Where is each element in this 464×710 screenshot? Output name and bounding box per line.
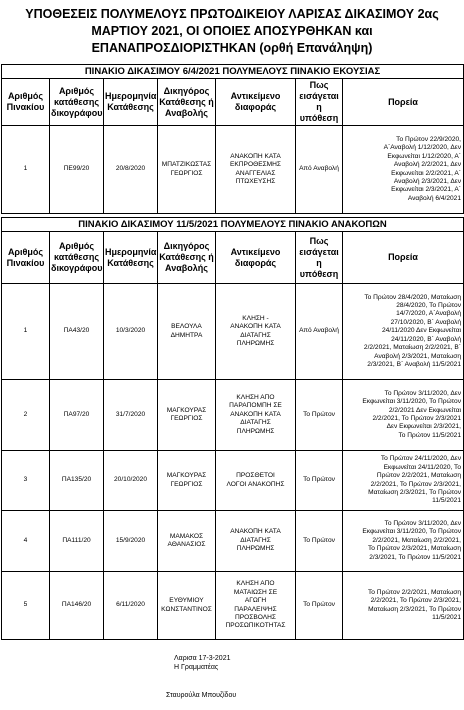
case-course-line: 2/2/2021 Δεν Εκφωνείται bbox=[388, 406, 461, 414]
header-filing-date bbox=[104, 232, 158, 284]
lawyer-name-line: ΜΑΜΑΚΟΣ bbox=[169, 532, 204, 540]
header-filing-no-line: κατάθεσης bbox=[53, 252, 100, 262]
case-subject bbox=[216, 380, 296, 451]
clerk-name: Σταυρούλα Μπουζίδου bbox=[166, 692, 237, 699]
header-lawyer-line: Κατάθεσης ή bbox=[159, 252, 214, 262]
case-course-line: Το Πρώτον 22/9/2020, bbox=[396, 135, 461, 143]
case-subject-line: ΠΡΟΣΩΠΙΚΟΤΗΤΑΣ bbox=[225, 622, 286, 630]
case-course-line: 2/2/2021, Το Πρώτον 2/3/2021, bbox=[370, 597, 461, 605]
case-course-line: Δεν Εκφωνείται 2/3/2021, bbox=[386, 423, 461, 431]
case-course-line: 2/3/2021, Β΄ Αναβολή 11/5/2021 bbox=[367, 360, 461, 368]
case-course-line: Εκφωνείται 3/11/2020, Το Πρώτον bbox=[362, 398, 461, 406]
case-course bbox=[343, 380, 464, 451]
header-filing-date bbox=[104, 79, 158, 126]
case-course-line: Πρώτον 2/2/2021, Ματαίωση bbox=[376, 472, 461, 480]
case-course-line: Εκφωνείται 3/11/2020, Το Πρώτον bbox=[362, 528, 461, 536]
header-no-line: Αριθμός bbox=[7, 91, 44, 101]
filing-number: ΠΑ43/20 bbox=[50, 284, 104, 380]
case-course-line: Εκφωνείται 2/2/2021, Α΄ bbox=[391, 169, 461, 177]
case-course-line: Αναβολή 2/3/2021, Ματαίωση bbox=[374, 352, 461, 360]
signature-block bbox=[174, 654, 231, 672]
case-course-line: 2/2/2021, Το Πρώτον 2/3/2021, bbox=[370, 480, 461, 488]
header-lawyer-line: Δικηγόρος bbox=[163, 241, 210, 251]
case-course-line: Το Πρώτον 2/2/2021, Ματαίωση bbox=[368, 588, 461, 596]
case-subject-line: ΚΛΗΣΗ ΑΠΟ bbox=[236, 393, 275, 401]
header-course: Πορεία bbox=[343, 232, 464, 284]
case-subject-line: ΚΛΗΣΗ ΑΠΟ bbox=[236, 580, 275, 588]
case-course-line: Ματαίωση 2/3/2021, Το Πρώτον bbox=[368, 488, 461, 496]
case-subject-line: ΑΝΑΓΓΕΛΙΑΣ bbox=[235, 169, 276, 177]
entry-method bbox=[296, 284, 343, 380]
case-subject-line: ΑΝΑΚΟΠΗ ΚΑΤΑ bbox=[230, 323, 281, 331]
case-number: 2 bbox=[2, 380, 50, 451]
entry-method bbox=[296, 451, 343, 511]
lawyer-name-line: ΜΑΓΚΟΥΡΑΣ bbox=[166, 406, 207, 414]
filing-number: ΠΑ111/20 bbox=[50, 511, 104, 572]
lawyer-name-line: ΚΩΝΣΤΑΝΤΙΝΟΣ bbox=[161, 605, 212, 613]
case-course-line: 14/7/2020, Α΄Αναβολή bbox=[396, 310, 461, 318]
lawyer-name-line: ΓΕΩΡΓΙΟΣ bbox=[170, 480, 203, 488]
case-subject-line: ΠΛΗΡΩΜΗΣ bbox=[236, 427, 275, 435]
filing-number: ΠΑ146/20 bbox=[50, 572, 104, 640]
header-subject bbox=[216, 232, 296, 284]
header-filing-no-line: Αριθμός bbox=[58, 241, 95, 251]
case-course-line: 2/2/2021, Το Πρώτον 2/3/2021 bbox=[372, 415, 461, 422]
title-line-1: ΥΠΟΘΕΣΕΙΣ ΠΟΛΥΜΕΛΟΥΣ ΠΡΩΤΟΔΙΚΕΙΟΥ ΛΑΡΙΣΑΣ ΔΙΚΑΣΙΜΟΥ 2ας bbox=[25, 7, 439, 21]
header-subject-line: Αντικείμενο bbox=[230, 246, 281, 257]
header-subject-line: Αντικείμενο bbox=[230, 91, 281, 101]
filing-number: ΠΑ135/20 bbox=[50, 451, 104, 511]
case-course-line: Το Πρώτον 3/11/2020, Δεν bbox=[384, 519, 461, 527]
lawyer-name bbox=[158, 126, 216, 214]
lawyer-name-line: ΓΕΩΡΓΙΟΣ bbox=[170, 415, 203, 422]
table-row bbox=[2, 380, 464, 451]
case-subject-line: ΠΡΟΣΘΕΤΟΙ bbox=[236, 472, 275, 480]
lawyer-name-line: ΕΥΘΥΜΙΟΥ bbox=[169, 597, 204, 605]
case-course-line: 11/5/2021 bbox=[432, 497, 461, 505]
table-row bbox=[2, 284, 464, 380]
filing-date: 20/8/2020 bbox=[104, 126, 158, 214]
case-subject-line: ΠΑΡΑΠΟΜΠΗ ΣΕ bbox=[229, 402, 282, 410]
entry-method-line: Από Αναβολή bbox=[299, 165, 339, 173]
filing-number: ΠΑ97/20 bbox=[50, 380, 104, 451]
case-course-line: Εκφωνείται 1/12/2020, Α΄ bbox=[387, 152, 461, 160]
entry-method bbox=[296, 572, 343, 640]
header-row bbox=[2, 232, 464, 284]
header-lawyer bbox=[158, 79, 216, 126]
case-course-line: Το Πρώτον 11/5/2021 bbox=[398, 431, 461, 439]
header-how bbox=[296, 79, 343, 126]
header-lawyer bbox=[158, 232, 216, 284]
case-course-line: 24/11/2020, Β΄ Αναβολή bbox=[391, 335, 461, 343]
header-filing-date-line: Κατάθεσης bbox=[107, 102, 154, 112]
header-how-line: υπόθεση bbox=[299, 268, 339, 279]
case-subject bbox=[216, 511, 296, 572]
case-subject bbox=[216, 126, 296, 214]
case-subject bbox=[216, 572, 296, 640]
entry-method-line: Από Αναβολή bbox=[299, 327, 339, 335]
lawyer-name bbox=[158, 451, 216, 511]
header-filing-date-line: Κατάθεσης bbox=[107, 257, 154, 268]
role-label: Η Γραμματέας bbox=[174, 664, 219, 671]
case-course-line: 11/5/2021 bbox=[432, 613, 461, 621]
entry-method-line: Το Πρώτον bbox=[303, 601, 335, 609]
case-subject-line: ΑΝΑΚΟΠΗ ΚΑΤΑ bbox=[230, 410, 281, 418]
header-lawyer-line: Κατάθεσης ή bbox=[159, 96, 214, 107]
lawyer-name-line: ΜΑΓΚΟΥΡΑΣ bbox=[166, 472, 207, 480]
lawyer-name bbox=[158, 511, 216, 572]
title-line-3: ΕΠΑΝΑΠΡΟΣΔΙΟΡΙΣΤΗΚΑΝ (ορθή Επανάληψη) bbox=[91, 41, 373, 55]
case-course-line: Αναβολή 2/2/2021, Δεν bbox=[393, 161, 461, 169]
case-course bbox=[343, 511, 464, 572]
header-how bbox=[296, 232, 343, 284]
entry-method-line: Το Πρώτον bbox=[303, 410, 335, 418]
header-no bbox=[2, 79, 50, 126]
case-subject-line: ΜΑΤΑΙΩΣΗ ΣΕ bbox=[233, 588, 278, 596]
case-course-line: Το Πρώτον 3/11/2020, Δεν bbox=[384, 389, 461, 397]
case-number: 4 bbox=[2, 511, 50, 572]
case-course-line: Το Πρώτον 28/4/2020, Ματαίωση bbox=[364, 293, 461, 301]
case-number: 1 bbox=[2, 284, 50, 380]
header-how-line: η bbox=[316, 257, 322, 268]
filing-number: ΠΕ99/20 bbox=[50, 126, 104, 214]
case-course-line: 2/2/2021, Ματαίωση 2/2/2021, Β΄ bbox=[363, 344, 461, 352]
page-title bbox=[0, 6, 464, 57]
header-subject bbox=[216, 79, 296, 126]
case-subject-line: ΕΚΠΡΟΘΕΣΜΗΣ bbox=[229, 161, 282, 169]
header-filing-date-line: Ημερομηνία bbox=[105, 246, 157, 257]
case-subject bbox=[216, 284, 296, 380]
table-ekousias bbox=[1, 64, 464, 214]
header-course: Πορεία bbox=[343, 79, 464, 126]
header-filing-no-line: δικογράφου bbox=[51, 107, 103, 118]
header-row bbox=[2, 79, 464, 126]
case-subject-line: ΑΝΑΚΟΠΗ ΚΑΤΑ bbox=[230, 528, 281, 536]
header-filing-no-line: Αριθμός bbox=[58, 85, 95, 96]
header-lawyer-line: Δικηγόρος bbox=[163, 85, 210, 96]
table-banner: ΠΙΝΑΚΙΟ ΔΙΚΑΣΙΜΟΥ 6/4/2021 ΠΟΛΥΜΕΛΟΥΣ ΠΙΝΑΚΙΟ ΕΚΟΥΣΙΑΣ bbox=[2, 65, 464, 79]
case-course bbox=[343, 284, 464, 380]
header-filing-no-line: κατάθεσης bbox=[53, 96, 100, 107]
table-banner: ΠΙΝΑΚΙΟ ΔΙΚΑΣΙΜΟΥ 11/5/2021 ΠΟΛΥΜΕΛΟΥΣ ΠΙΝΑΚΙΟ ΑΝΑΚΟΠΩΝ bbox=[2, 218, 464, 232]
filing-date: 15/9/2020 bbox=[104, 511, 158, 572]
case-course-line: Το Πρώτον 2/3/2021, Ματαίωση bbox=[368, 545, 461, 553]
lawyer-name bbox=[158, 572, 216, 640]
case-subject-line: ΔΙΑΤΑΓΗΣ bbox=[240, 419, 271, 427]
filing-date: 20/10/2020 bbox=[104, 451, 158, 511]
case-course-line: Α΄Αναβολή 1/12/2020, Δεν bbox=[383, 144, 461, 152]
header-subject-line: διαφοράς bbox=[234, 257, 277, 268]
lawyer-name-line: ΓΕΩΡΓΙΟΣ bbox=[170, 169, 203, 177]
entry-method bbox=[296, 126, 343, 214]
header-filing-no bbox=[50, 232, 104, 284]
case-course bbox=[343, 572, 464, 640]
table-row bbox=[2, 511, 464, 572]
entry-method-line: Το Πρώτον bbox=[303, 476, 335, 484]
case-course bbox=[343, 451, 464, 511]
case-course bbox=[343, 126, 464, 214]
case-course-line: 2/2/2021, Ματαίωση 2/2/2021, bbox=[372, 536, 461, 544]
case-course-line: Αναβολή 6/4/2021 bbox=[407, 194, 461, 202]
lawyer-name-line: ΜΠΑΤΖΙΚΩΣΤΑΣ bbox=[161, 161, 212, 169]
case-course-line: Το Πρώτον 24/11/2020, Δεν bbox=[380, 455, 461, 463]
filing-date: 31/7/2020 bbox=[104, 380, 158, 451]
case-subject-line: ΔΙΑΤΑΓΗΣ bbox=[240, 536, 271, 544]
header-lawyer-line: Αναβολής bbox=[165, 263, 208, 273]
case-subject-line: ΛΟΓΟΙ ΑΝΑΚΟΠΗΣ bbox=[226, 480, 285, 488]
case-course-line: 2/3/2021, Το Πρώτον 11/5/2021 bbox=[369, 553, 461, 561]
header-filing-no bbox=[50, 79, 104, 126]
lawyer-name-line: ΔΗΜΗΤΡΑ bbox=[170, 331, 203, 339]
case-subject bbox=[216, 451, 296, 511]
header-how-line: εισάγεται bbox=[299, 246, 339, 257]
case-course-line: Ματαίωση 2/3/2021, Το Πρώτον bbox=[368, 605, 461, 613]
case-course-line: Εκφωνείται 24/11/2020, Το bbox=[383, 463, 461, 471]
lawyer-name-line: ΒΕΛΟΥΛΑ bbox=[171, 323, 202, 331]
case-subject-line: ΑΝΑΚΟΠΗ ΚΑΤΑ bbox=[230, 152, 281, 160]
header-subject-line: διαφοράς bbox=[234, 102, 277, 112]
table-anakopon bbox=[1, 217, 464, 640]
header-no-line: Πινακίου bbox=[6, 257, 45, 268]
header-how-line: Πως bbox=[309, 235, 329, 246]
table-row bbox=[2, 126, 464, 214]
lawyer-name bbox=[158, 380, 216, 451]
lawyer-name-line: ΑΘΑΝΑΣΙΟΣ bbox=[167, 541, 206, 548]
case-subject-line: ΠΤΩΧΕΥΣΗΣ bbox=[235, 177, 276, 185]
case-subject-line: ΠΛΗΡΩΜΗΣ bbox=[236, 545, 275, 553]
case-number: 3 bbox=[2, 451, 50, 511]
case-number: 5 bbox=[2, 572, 50, 640]
table-row bbox=[2, 451, 464, 511]
header-no bbox=[2, 232, 50, 284]
header-filing-date-line: Ημερομηνία bbox=[105, 91, 157, 101]
case-number: 1 bbox=[2, 126, 50, 214]
header-how-line: υπόθεση bbox=[299, 113, 339, 123]
case-subject-line: ΔΙΑΤΑΓΗΣ bbox=[240, 331, 271, 339]
case-subject-line: ΠΡΟΣΒΟΛΗΣ bbox=[234, 613, 276, 621]
header-how-line: εισάγεται bbox=[299, 91, 339, 101]
entry-method bbox=[296, 511, 343, 572]
case-course-line: 27/10/2020, Β΄ Αναβολή bbox=[390, 318, 461, 326]
place-date: Λαρισα 17-3-2021 bbox=[174, 655, 231, 662]
header-no-line: Πινακίου bbox=[6, 102, 45, 112]
case-course-line: Αναβολή 2/3/2021, Δεν bbox=[393, 177, 461, 185]
lawyer-name bbox=[158, 284, 216, 380]
filing-date: 10/3/2020 bbox=[104, 284, 158, 380]
filing-date: 6/11/2020 bbox=[104, 572, 158, 640]
title-line-2: ΜΑΡΤΙΟΥ 2021, ΟΙ ΟΠΟΙΕΣ ΑΠΟΣΥΡΘΗΚΑΝ και bbox=[91, 24, 373, 38]
header-no-line: Αριθμός bbox=[7, 246, 44, 257]
entry-method-line: Το Πρώτον bbox=[303, 536, 335, 544]
header-how-line: η bbox=[316, 102, 322, 112]
header-how-line: Πως bbox=[309, 80, 329, 90]
case-subject-line: ΑΓΩΓΗ bbox=[244, 597, 267, 605]
case-course-line: 24/11/2020 Δεν Εκφωνείται bbox=[382, 327, 461, 335]
case-subject-line: ΠΛΗΡΩΜΗΣ bbox=[236, 339, 275, 347]
case-subject-line: ΚΛΗΣΗ - bbox=[242, 314, 269, 322]
case-subject-line: ΠΑΡΑΛΕΙΨΗΣ bbox=[234, 605, 277, 613]
case-course-line: Εκφωνείται 2/3/2021, Α΄ bbox=[391, 186, 461, 194]
case-course-line: 28/4/2020, Το Πρώτον bbox=[396, 302, 461, 310]
table-row bbox=[2, 572, 464, 640]
header-filing-no-line: δικογράφου bbox=[51, 263, 103, 273]
entry-method bbox=[296, 380, 343, 451]
header-lawyer-line: Αναβολής bbox=[165, 107, 208, 118]
